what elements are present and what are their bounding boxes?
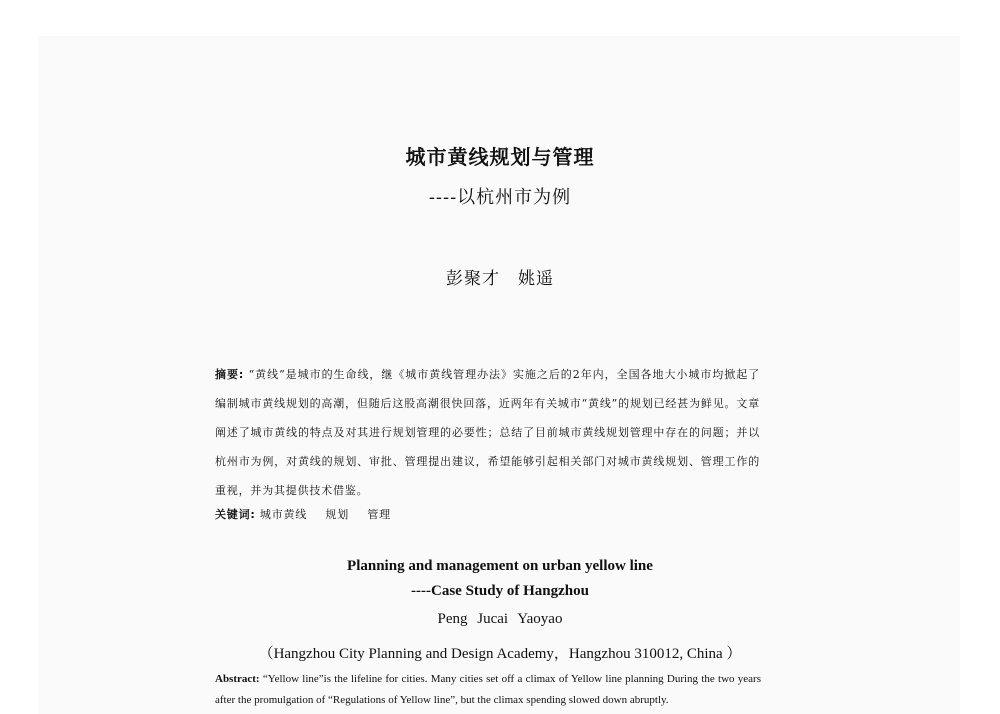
subtitle-en: ----Case Study of Hangzhou	[411, 583, 589, 599]
authors-en: Peng Jucai Yaoyao	[437, 611, 563, 627]
abstract-cn	[215, 360, 760, 505]
abstract-en	[215, 669, 761, 711]
keywords-cn-label: 关键词:	[215, 508, 256, 521]
subtitle-cn: ----以杭州市为例	[428, 187, 572, 208]
keywords-cn	[215, 506, 760, 522]
abstract-cn-text: “黄线”是城市的生命线，继《城市黄线管理办法》实施之后的2年内，全国各地大小城市均掀起了编制城市黄线规划的高潮，但随后这股高潮很快回落，近两年有关城市“黄线”的规划已经甚为鲜见。文章阐述了城市黄线的特点及对其进行规划管理的必要性；总结了目前城市黄线规划管理中存在的问题；并以杭州市为例，对黄线的规划、审批、管理提出建议，希望能够引起相关部门对城市黄线规划、管理工作的重视，并为其提供技术借鉴。	[215, 368, 760, 497]
affiliation-en: （Hangzhou City Planning and Design Academy，Hangzhou 310012, China ）	[258, 646, 742, 662]
abstract-en-text: “Yellow line”is the lifeline for cities. Many cities set off a climax of Yellow line planning During the two years after the promulgation of “Regulations of Yellow line”, but the climax spending slowed down abruptly.	[215, 673, 761, 706]
title-en: Planning and management on urban yellow line	[347, 558, 653, 574]
abstract-en-label: Abstract:	[215, 673, 260, 685]
keyword-item: 城市黄线	[259, 508, 308, 521]
authors-cn: 彭聚才 姚遥	[446, 269, 554, 289]
title-cn: 城市黄线规划与管理	[405, 145, 595, 169]
keyword-item: 规划	[325, 508, 350, 521]
keyword-item: 管理	[367, 508, 391, 521]
abstract-cn-label: 摘要:	[215, 368, 245, 381]
